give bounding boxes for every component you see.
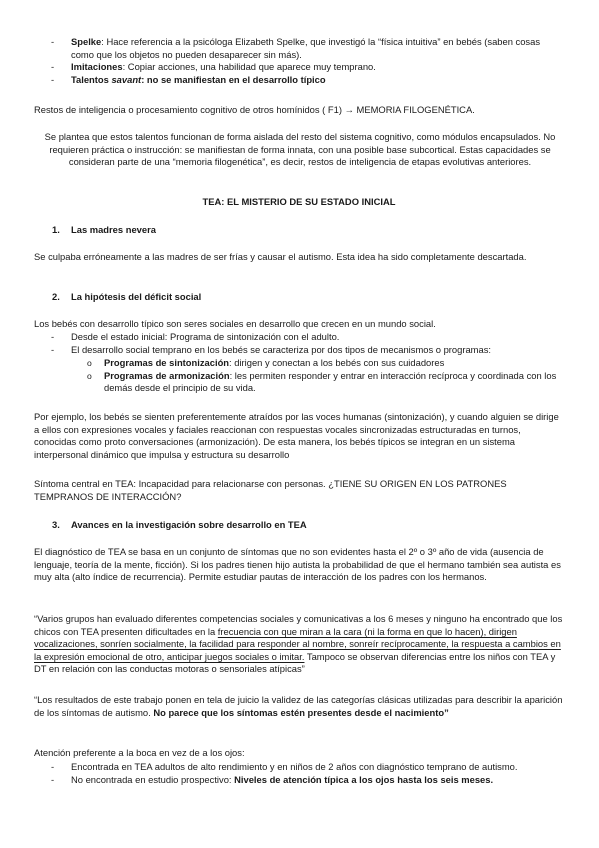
paragraph: Restos de inteligencia o procesamiento cognitivo de otros homínidos ( F1) → MEMORIA FILOGENÉTICA. [34, 104, 475, 115]
paragraph: Se culpaba erróneamente a las madres de ser frías y causar el autismo. Esta idea ha sido completamente descartada. [34, 251, 527, 262]
term: Spelke [71, 36, 102, 47]
sublist-item: o Programas de sintonización: dirigen y conectan a los bebés con sus cuidadores [34, 357, 564, 370]
term: : no se manifiestan en el desarrollo típico [141, 73, 326, 85]
mechanisms-sublist [34, 357, 564, 395]
list-item: - No encontrada en estudio prospectivo: Niveles de atención típica a los ojos hasta los seis meses. [34, 774, 564, 787]
paragraph: El diagnóstico de TEA se basa en un conjunto de síntomas que no son evidentes hasta el 2º o 3º año de vida (ausencia de lenguaje, teoría de la mente, ficción). Si los padres tienen hijo autista la probabilidad de que el hermano también sea autista es muy alta (alto índice de recurrencia). Permite estudiar pautas de interacción de los padres con los hermanos. [34, 546, 561, 583]
term: Talentos [71, 73, 112, 85]
list-item [34, 74, 564, 87]
section-heading-1: 1. Las madres nevera [52, 224, 156, 235]
paragraph: Síntoma central en TEA: Incapacidad para relacionarse con personas. ¿TIENE SU ORIGEN EN LOS PATRONES TEMPRANOS DE INTERACCIÓN? [34, 478, 507, 502]
quote-paragraph: “Los resultados de este trabajo ponen en tela de juicio la validez de las categorías clásicas utilizadas para describir la aparición de los síntomas de autismo. No parece que los síntomas estén presentes desde el nacimiento” [34, 694, 563, 718]
social-development-list [34, 331, 564, 356]
description: : Hace referencia a la psicóloga Elizabeth Spelke, que investigó la “física intuitiva” en bebés (saben cosas como que los objetos no pueden desaparecer sin más). [71, 36, 541, 60]
list-item: - Desde el estado inicial: Programa de sintonización con el adulto. [34, 331, 564, 344]
list-item: - El desarrollo social temprano en los bebés se caracteriza por dos tipos de mecanismos o programas: [34, 344, 564, 357]
section-title: TEA: EL MISTERIO DE SU ESTADO INICIAL [202, 196, 396, 207]
paragraph: Atención preferente a la boca en vez de a los ojos: [34, 747, 245, 758]
paragraph-centered: Se plantea que estos talentos funcionan de forma aislada del resto del sistema cognitivo, como módulos encapsulados. No requieren práctica o instrucción: se manifiestan de forma innata, con una posible base subcortical. Estas capacidades se consideran parte de una “memoria filogenética”, es decir, restos de inteligencia de etapas evolutivas anteriores. [44, 131, 556, 168]
section-heading-3: 3. Avances en la investigación sobre desarrollo en TEA [52, 519, 307, 530]
section-heading-2: 2. La hipótesis del déficit social [52, 291, 202, 302]
paragraph: Los bebés con desarrollo típico son seres sociales en desarrollo que crecen en un mundo social. [34, 318, 436, 329]
term: Imitaciones [71, 61, 123, 73]
attention-list [34, 761, 564, 786]
list-item [34, 36, 564, 61]
term-italic: savant [111, 73, 142, 85]
list-item [34, 61, 564, 74]
list-item: - Encontrada en TEA adultos de alto rendimiento y en niños de 2 años con diagnóstico temprano de autismo. [34, 761, 564, 774]
description: : Copiar acciones, una habilidad que aparece muy temprano. [122, 61, 376, 73]
sublist-item: o Programas de armonización: les permiten responder y entrar en interacción recíproca y coordinada con los demás desde el principio de su vida. [34, 370, 564, 395]
paragraph: Por ejemplo, los bebés se sienten preferentemente atraídos por las voces humanas (sintonización), y cuando alguien se dirige a ellos con expresiones vocales y faciales reaccionan con respuestas vocales sincronizadas estructuradas en turnos, conocidas como proto conversaciones (armonización). De esta manera, los bebés típicos se integran en un sistema interpersonal dinámico que impulsa y estructura su desarrollo [34, 411, 559, 460]
intuitive-talents-list [34, 36, 564, 86]
quote-paragraph: “Varios grupos han evaluado diferentes competencias sociales y comunicativas a los 6 meses y ninguno ha encontrado que los chicos con TEA presenten dificultades en la frecuencia con que miran a la cara (ni la forma en que lo hacen), dirigen vocalizaciones, sonríen socialmente, la facilidad para responder al nombre, sonreír recíprocamente, la respuesta a cambios en la expresión emocional de otro, anticipar juegos sociales o imitar. Tampoco se observan diferencias entre los niños con TEA y DT en relación con las conductas motoras o sensoriales atípicas” [34, 613, 563, 675]
